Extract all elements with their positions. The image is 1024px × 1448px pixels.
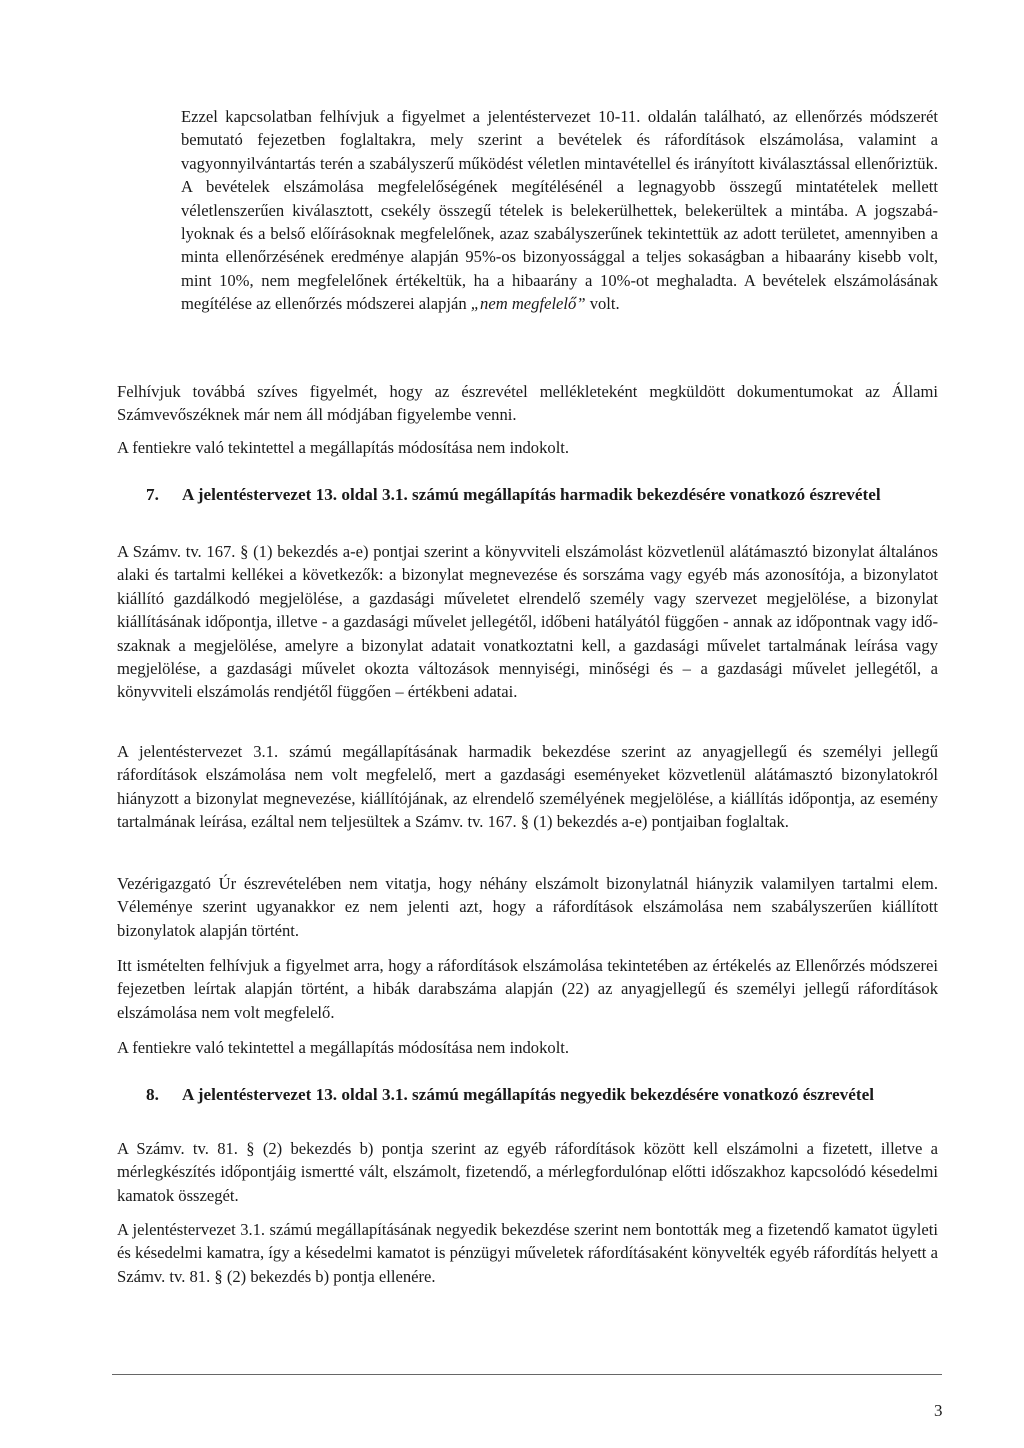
paragraph-methodology bbox=[181, 105, 938, 316]
paragraph-attachments: Felhívjuk továbbá szíves figyelmét, hogy az észrevétel mellékleteként megküldött dokumentumokat az Állami Számvevőszéknek már nem áll módjában figyelembe venni. bbox=[117, 382, 938, 425]
section-heading-8 bbox=[117, 1083, 947, 1107]
emphasis-text: „nem megfelelő” bbox=[470, 294, 586, 314]
paragraph-finding-3: A jelentéstervezet 3.1. számú megállapításának harmadik bekezdése szerint az anyagjellegű és személyi jellegű ráfordítások elszámolása nem volt megfelelő, mert a gazdasági eseményeket közvetlenül alátámasztó bizonylatokról hiányzott a bizonylat megnevezése, kiállítójának, az elrendelő személyének megjelölése, a kiállítás időpontja, az esemény tartalmának leírása, ezáltal nem teljesültek a Számv. tv. 167. § (1) bekezdés a-e) pontjaiban foglaltak. bbox=[117, 742, 938, 832]
section-title: A jelentéstervezet 13. oldal 3.1. számú megállapítás negyedik bekezdésére vonatkozó észrevétel bbox=[182, 1085, 874, 1104]
paragraph-ceo-comment: Vezérigazgató Úr észrevételében nem vitatja, hogy néhány elszámolt bizonylatnál hiányzik valamilyen tartalmi elem. Véleménye szerint ugyanakkor ez nem jelenti azt, hogy a ráfordítások elszámolása nem szabályszerűen kiállított bizonylatok alapján történt. bbox=[117, 874, 938, 940]
section-number: 7. bbox=[146, 485, 159, 504]
paragraph-end-text: volt. bbox=[585, 294, 620, 314]
paragraph-law-81: A Számv. tv. 81. § (2) bekezdés b) pontja szerint az egyéb ráfordítások között kell elszámolni a fizetett, illetve a mérlegkészítés időpontjáig ismertté vált, elszámolt, fizetendő, a mérlegfordulónap előtti időszakhoz kapcsolódó késedelmi kamatok összegét. bbox=[117, 1139, 938, 1205]
footer-divider bbox=[112, 1374, 942, 1375]
paragraph-conclusion-1: A fentiekre való tekintettel a megállapítás módosítása nem indokolt. bbox=[117, 438, 570, 457]
section-number: 8. bbox=[146, 1085, 159, 1104]
paragraph-text: Ezzel kapcsolatban felhívjuk a figyelmet a jelentéstervezet 10-11. oldalán található, az ellenőrzés módszerét bemutató fejezetben foglaltakra, mely szerint a bevételek és ráfordítások elszámolása, valamint a vagyonnyilvántartás terén a szabályszerű működést véletlen mintavétellel és irányított kiválasztással ellenőriztük. A bevételek elszámolása megfelelőségének megítélésénél a legnagyobb összegű mintatételek mellett véletlenszerűen kiválasztott, csekély összegű tételek is belekerülhettek, belekerültek a mintába. A jogszabályoknak és a belső előírásoknak megfelelőnek, azaz szabályszerűnek tekintettük az adott területet, amennyiben a minta ellenőrzésének eredménye alapján 95%-os bizonyossággal a teljes sokaságban a hibaarány kisebb volt, mint 10%, nem megfelelőnek értékeltük, ha a hibaarány a 10%-ot meghaladta. A bevételek elszámolásának megítélése az ellenőrzés módszerei alapján bbox=[181, 107, 938, 314]
section-title: A jelentéstervezet 13. oldal 3.1. számú megállapítás harmadik bekezdésére vonatkozó észrevétel bbox=[182, 485, 881, 504]
section-heading-7 bbox=[117, 483, 947, 507]
paragraph-law-167: A Számv. tv. 167. § (1) bekezdés a-e) pontjai szerint a könyvviteli elszámolást közvetlenül alátámasztó bizonylat általános alaki és tartalmi kellékei a következők: a bizonylat megnevezése és sorszáma vagy egyéb más azonosítója, a bizonylatot kiállító gazdálkodó megjelölése, a gazdasági műveletet elrendelő személy vagy szervezet megjelölése, a bizonylat kiállításának időpontja, illetve - a gazdasági művelet jellegétől, időbeni hatályától függően - annak az időpontnak vagy időszaknak a megjelölése, amelyre a bizonylat adatait vonatkoztatni kell, a gazdasági művelet tartalmának leírása vagy megjelölése, a gazdasági művelet okozta változások mennyiségi, minőségi és – a gazdasági művelet jellegétől, a könyvviteli elszámolás rendjétől függően – értékbeni adatai. bbox=[117, 542, 938, 702]
paragraph-finding-4: A jelentéstervezet 3.1. számú megállapításának negyedik bekezdése szerint nem bontották meg a fizetendő kamatot ügyleti és késedelmi kamatra, így a késedelmi kamatot is pénzügyi műveletek ráfordításaként könyvelték egyéb ráfordítás helyett a Számv. tv. 81. § (2) bekezdés b) pontja ellenére. bbox=[117, 1220, 938, 1286]
paragraph-reiteration: Itt ismételten felhívjuk a figyelmet arra, hogy a ráfordítások elszámolása tekintetében az értékelés az Ellenőrzés módszerei fejezetben leírtak alapján történt, a hibák darabszáma alapján (22) az anyagjellegű és személyi jellegű ráfordítások elszámolása nem volt megfelelő. bbox=[117, 956, 938, 1022]
page-number: 3 bbox=[934, 1401, 943, 1420]
paragraph-conclusion-2: A fentiekre való tekintettel a megállapítás módosítása nem indokolt. bbox=[117, 1038, 570, 1057]
